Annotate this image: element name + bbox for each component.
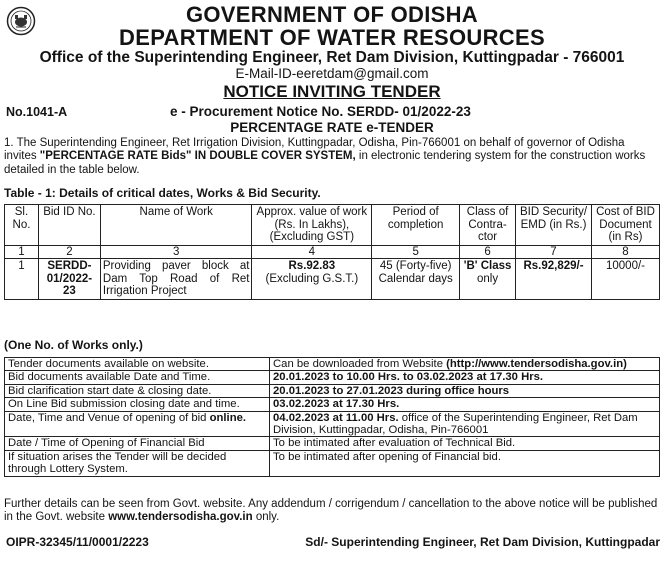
government-title: GOVERNMENT OF ODISHA xyxy=(185,2,478,27)
date-value: 20.01.2023 to 27.01.2023 during office hours xyxy=(270,384,660,397)
col-number: 3 xyxy=(100,245,252,259)
table-row xyxy=(5,450,660,476)
date-label: Date / Time of Opening of Financial Bid xyxy=(5,437,270,450)
date-label: Date, Time and Venue of opening of bid online. xyxy=(5,411,270,437)
date-label: Bid clarification start date & closing date. xyxy=(5,384,270,397)
website-link: www.tendersodisha.gov.in xyxy=(108,511,253,524)
row-cost: 10000/- xyxy=(591,259,659,300)
row-bid-id: SERDD-01/2022-23 xyxy=(38,259,100,300)
row-security: Rs.92,829/- xyxy=(516,259,592,300)
date-value: Can be downloaded from Website (http://www.tendersodisha.gov.in) xyxy=(270,358,660,371)
works-count-note: (One No. of Works only.) xyxy=(4,338,143,352)
notice-title: NOTICE INVITING TENDER xyxy=(223,82,441,101)
header-value: Approx. value of work (Rs. In Lakhs), (Excluding GST) xyxy=(252,205,372,246)
oipr-number: OIPR-32345/11/0001/2223 xyxy=(6,535,149,549)
row-work: Providing paver block at Dam Top Road of Ret Irrigation Project xyxy=(100,259,252,300)
works-table xyxy=(4,204,660,300)
date-label: On Line Bid submission closing date and time. xyxy=(5,398,270,411)
dates-table xyxy=(4,357,660,477)
row-sl: 1 xyxy=(5,259,39,300)
table-row xyxy=(5,411,660,437)
header-class: Class of Contra-ctor xyxy=(460,205,516,246)
email-line: E-Mail-ID-eeretdam@gmail.com xyxy=(235,66,429,81)
header-cost: Cost of BID Document (in Rs) xyxy=(591,205,659,246)
table-row xyxy=(5,358,660,371)
column-number-row xyxy=(5,245,660,259)
col-number: 2 xyxy=(38,245,100,259)
header-security: BID Security/ EMD (in Rs.) xyxy=(516,205,592,246)
date-value: 04.02.2023 at 11.00 Hrs. office of the Superintending Engineer, Ret Dam Division, Kuttingpadar, Odisha, Pin-766001 xyxy=(270,411,660,437)
row-period: 45 (Forty-five) Calendar days xyxy=(372,259,460,300)
date-value: 03.02.2023 at 17.30 Hrs. xyxy=(270,398,660,411)
table-row xyxy=(5,371,660,384)
procurement-notice-number: e - Procurement Notice No. SERDD- 01/2022-23 xyxy=(170,104,471,119)
department-title: DEPARTMENT OF WATER RESOURCES xyxy=(119,25,545,50)
date-label: Tender documents available on website. xyxy=(5,358,270,371)
header-bid-id: Bid ID No. xyxy=(38,205,100,246)
col-number: 6 xyxy=(460,245,516,259)
table-row xyxy=(5,398,660,411)
row-value: Rs.92.83 (Excluding G.S.T.) xyxy=(252,259,372,300)
signature-line: Sd/- Superintending Engineer, Ret Dam Division, Kuttingpadar xyxy=(305,535,660,549)
table-header-row xyxy=(5,205,660,246)
header-sl: Sl. No. xyxy=(5,205,39,246)
date-label: If situation arises the Tender will be decided through Lottery System. xyxy=(5,450,270,476)
col-number: 8 xyxy=(591,245,659,259)
header-period: Period of completion xyxy=(372,205,460,246)
table-row xyxy=(5,437,660,450)
col-number: 7 xyxy=(516,245,592,259)
row-class: 'B' Class only xyxy=(460,259,516,300)
footer-note: Further details can be seen from Govt. website. Any addendum / corrigendum / cancellation to the above notice will be published in the Govt. website www.tendersodisha.gov.in only. xyxy=(4,498,658,524)
reference-number: No.1041-A xyxy=(6,105,68,119)
col-number: 4 xyxy=(252,245,372,259)
table-row xyxy=(5,384,660,397)
table-row xyxy=(5,259,660,300)
office-address: Office of the Superintending Engineer, Ret Dam Division, Kuttingpadar - 766001 xyxy=(39,49,625,66)
date-value: To be intimated after opening of Financial bid. xyxy=(270,450,660,476)
col-number: 5 xyxy=(372,245,460,259)
date-value: To be intimated after evaluation of Technical Bid. xyxy=(270,437,660,450)
tender-type: PERCENTAGE RATE e-TENDER xyxy=(230,120,434,135)
table1-title: Table - 1: Details of critical dates, Works & Bid Security. xyxy=(4,186,321,200)
date-label: Bid documents available Date and Time. xyxy=(5,371,270,384)
header-work: Name of Work xyxy=(100,205,252,246)
intro-paragraph: 1. The Superintending Engineer, Ret Irrigation Division, Kuttingpadar, Odisha, Pin-766001 on behalf of governor of Odisha invites "PERCENTAGE RATE Bids" IN DOUBLE COVER SYSTEM, in electronic tendering system for the construction works detailed in the table below. xyxy=(4,137,646,176)
date-value: 20.01.2023 to 10.00 Hrs. to 03.02.2023 at 17.30 Hrs. xyxy=(270,371,660,384)
col-number: 1 xyxy=(5,245,39,259)
